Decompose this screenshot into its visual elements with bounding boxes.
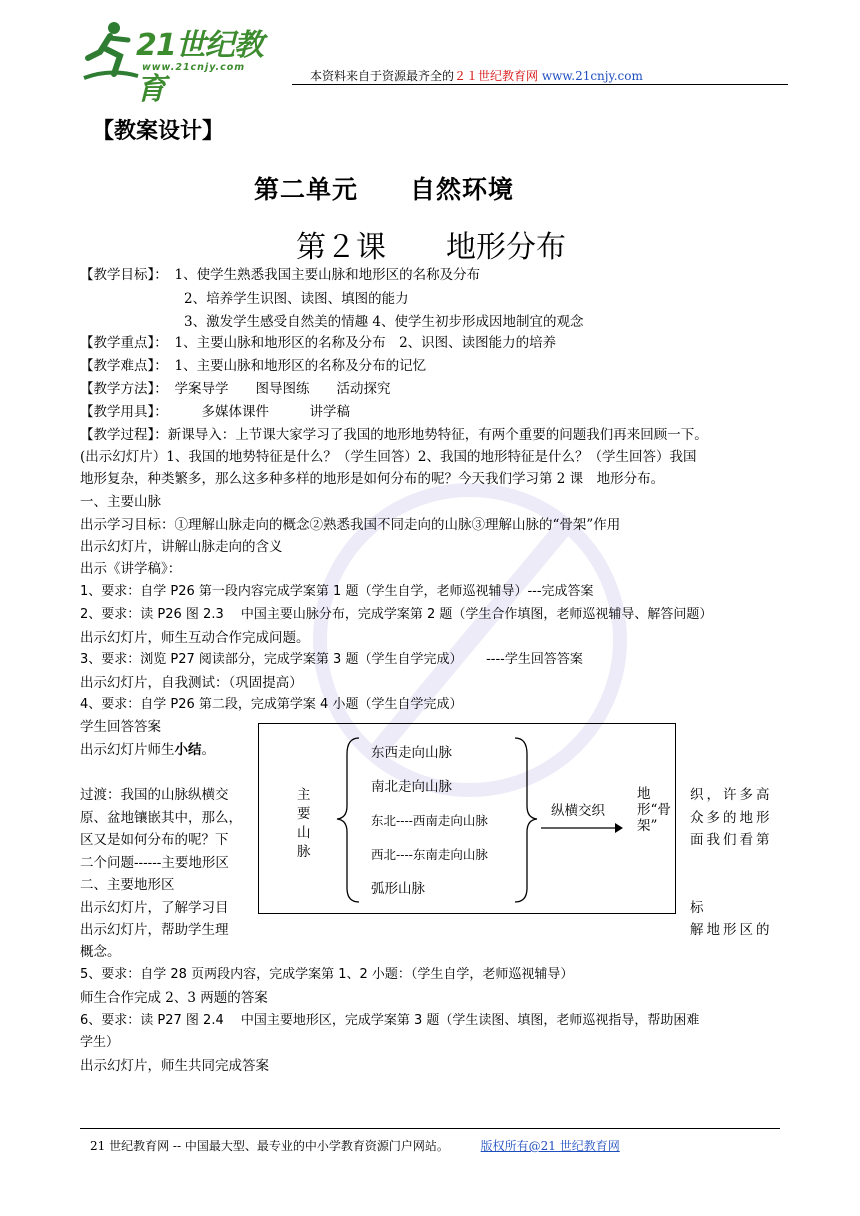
requirement-6a: 6、要求：读 P27 图 2.4 中国主要地形区，完成学案第 3 题（学生读图、填图，老师巡视指导，帮助困难 — [80, 1013, 700, 1028]
logo-url: www.21cnjy.com — [142, 62, 246, 73]
tools: 【教学用具】： 多媒体课件 讲学稿 — [80, 404, 350, 420]
key-points: 【教学重点】： 1、主要山脉和地形区的名称及分布 2、识图、读图能力的培养 — [80, 335, 557, 351]
goal-line-3: 3、激发学生感受自然美的情趣 4、使学生初步形成因地制宜的观念 — [184, 314, 584, 330]
mountain-diagram — [258, 723, 676, 914]
right-fragment-4: 标 — [690, 900, 704, 916]
requirement-2: 2、要求：读 P26 图 2.3 中国主要山脉分布，完成学案第 2 题（学生合作填图，老师巡视辅导、解答问题） — [80, 607, 713, 622]
diagram-left-label: 主要山脉 — [297, 787, 311, 860]
diagram-result-label: 地形“骨架” — [637, 786, 671, 834]
requirement-1: 1、要求：自学 P26 第一段内容完成学案第 1 题（学生自学，老师巡视辅导）---完成答案 — [80, 584, 594, 599]
concept-line: 概念。 — [80, 944, 121, 960]
slide-line-3: 出示幻灯片，自我测试：（巩固提高） — [80, 675, 303, 691]
diagram-item-4: 西北----东南走向山脉 — [371, 847, 488, 862]
lesson-title: 第２课 地形分布 — [296, 230, 566, 265]
header-source-prefix: 本资料来自于资源最齐全的 — [310, 69, 455, 83]
requirement-4: 4、要求：自学 P26 第二段，完成第学案 4 小题（学生自学完成） — [80, 697, 463, 712]
diagram-item-5: 弧形山脉 — [371, 881, 425, 897]
logo-title: 21世纪教育 — [136, 28, 263, 107]
requirement-5: 5、要求：自学 28 页两段内容，完成学案第 1、2 小题：（学生自学，老师巡视辅导） — [80, 967, 574, 982]
unit-title: 第二单元 自然环境 — [254, 175, 515, 204]
right-fragment-5: 解地形区的 — [690, 922, 773, 938]
methods: 【教学方法】： 学案导学 图导图练 活动探究 — [80, 381, 391, 397]
goal-line-2: 2、培养学生识图、读图、填图的能力 — [184, 291, 409, 307]
diagram-item-3: 东北----西南走向山脉 — [371, 813, 488, 828]
goal-line-1: 【教学目标】： 1、使学生熟悉我国主要山脉和地形区的名称及分布 — [80, 267, 481, 283]
footer-divider — [80, 1128, 780, 1129]
diagram-item-1: 东西走向山脉 — [371, 745, 452, 761]
header-divider — [292, 84, 788, 85]
slide-line-4: 出示幻灯片，了解学习目 — [80, 900, 229, 916]
requirement-3: 3、要求：浏览 P27 阅读部分，完成学案第 3 题（学生自学完成） ----学生回答答案 — [80, 652, 583, 667]
slide-line-5: 出示幻灯片，帮助学生理 — [80, 922, 229, 938]
slide-line-2: 出示幻灯片，师生互动合作完成问题。 — [80, 630, 310, 646]
transition-line-3: 区又是如何分布的呢？下 — [80, 832, 229, 848]
answer-line: 学生回答答案 — [80, 719, 161, 735]
summary-line — [80, 739, 215, 761]
diagram-item-2: 南北走向山脉 — [371, 779, 452, 795]
requirement-6b: 学生） — [80, 1035, 120, 1050]
slide-line-1: 出示幻灯片，讲解山脉走向的含义 — [80, 539, 283, 555]
process-line-2: (出示幻灯片）1、我国的地势特征是什么？（学生回答）2、我国的地形特征是什么？（学生回答）我国 — [80, 449, 697, 465]
difficulties: 【教学难点】： 1、主要山脉和地形区的名称及分布的记忆 — [80, 358, 427, 374]
summary-bold: 小结 — [174, 742, 202, 758]
footer — [90, 1137, 620, 1154]
diagram-arrow-label: 纵横交织 — [551, 803, 605, 819]
header-source — [310, 67, 643, 84]
header-source-url[interactable]: www.21cnjy.com — [541, 69, 643, 83]
summary-suffix: 。 — [201, 742, 215, 758]
runner-icon — [80, 18, 140, 84]
transition-line-2: 原、盆地镶嵌其中，那么， — [80, 810, 242, 826]
transition-line-1: 过渡：我国的山脉纵横交 — [80, 787, 229, 803]
learning-objectives: 出示学习目标：①理解山脉走向的概念②熟悉我国不同走向的山脉③理解山脉的“骨架”作用 — [80, 517, 621, 533]
header-source-site[interactable]: ２１世纪教育网 — [454, 69, 539, 83]
process-line-3: 地形复杂，种类繁多，那么这多种多样的地形是如何分布的呢？今天我们学习第 2 课 地形分布。 — [80, 471, 665, 487]
part-one-heading: 一、主要山脉 — [80, 494, 161, 510]
site-logo[interactable] — [80, 18, 290, 107]
summary-prefix: 出示幻灯片师生 — [80, 742, 175, 758]
cooperation-line: 师生合作完成 2、3 两题的答案 — [80, 990, 268, 1006]
footer-copyright-link[interactable]: 版权所有@21 世纪教育网 — [480, 1139, 620, 1153]
transition-line-4: 二个问题------主要地形区 — [80, 855, 229, 871]
slide-line-6: 出示幻灯片，师生共同完成答案 — [80, 1058, 269, 1074]
right-fragment-3: 面我们看第 — [690, 832, 773, 848]
manual-line: 出示《讲学稿》： — [80, 561, 182, 577]
part-two-heading: 二、主要地形区 — [80, 877, 175, 893]
right-fragment-2: 众多的地形 — [690, 810, 773, 826]
process-line-1: 【教学过程】：新课导入：上节课大家学习了我国的地形地势特征，有两个重要的问题我们再来回顾一下。 — [80, 427, 708, 443]
section-title: 【教案设计】 — [92, 119, 225, 144]
footer-description: 21 世纪教育网 -- 中国最大型、最专业的中小学教育资源门户网站。 — [90, 1139, 449, 1153]
right-fragment-1: 织，许多高 — [690, 787, 773, 803]
